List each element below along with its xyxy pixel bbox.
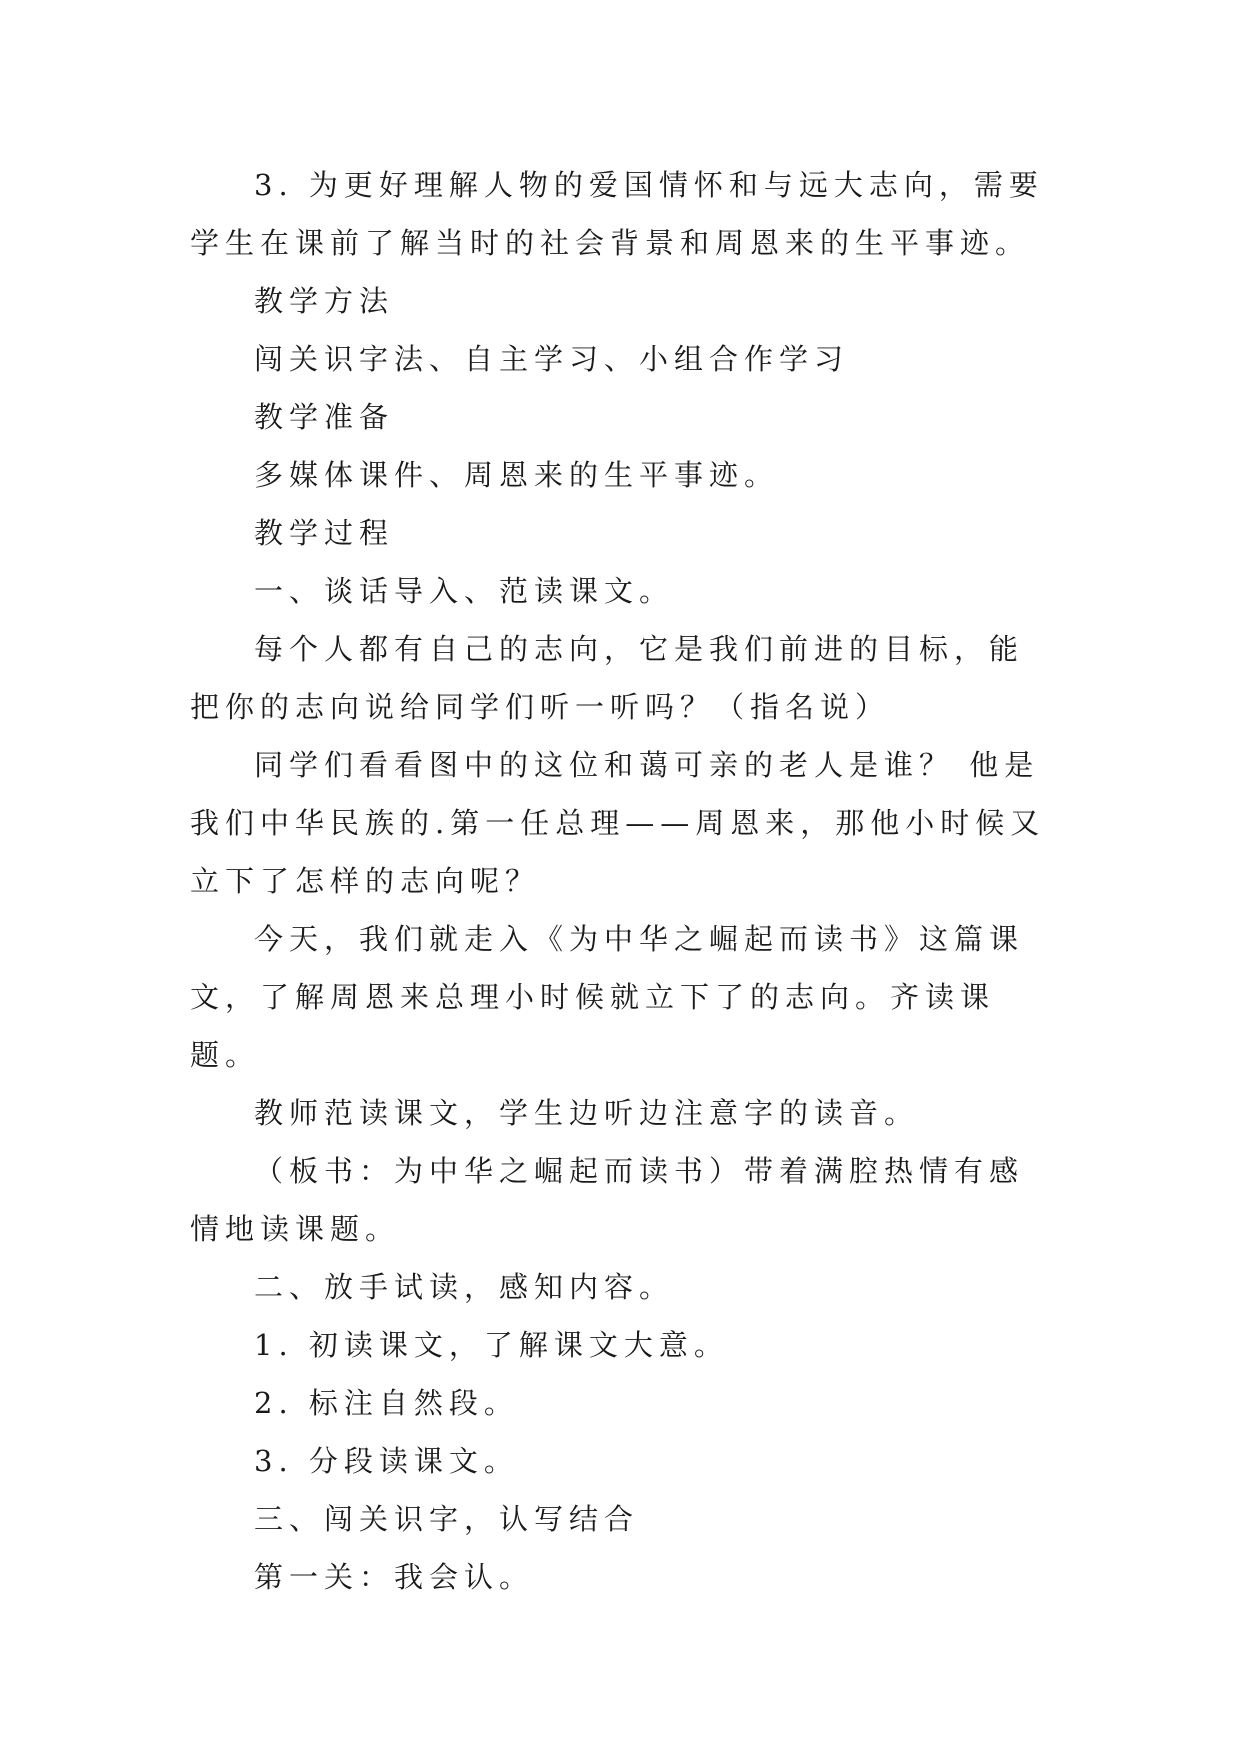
paragraph-model-reading: 教师范读课文，学生边听边注意字的读音。 (254, 1096, 920, 1130)
paragraph-intro-aspiration: 每个人都有自己的志向，它是我们前进的目标，能把你的志向说给同学们听一听吗？（指名说） (190, 632, 1025, 724)
heading-teaching-method: 教学方法 (254, 284, 395, 318)
section-heading-1: 一、谈话导入、范读课文。 (254, 574, 675, 608)
paragraph-teaching-method: 闯关识字法、自主学习、小组合作学习 (254, 342, 850, 376)
paragraph-level-one: 第一关：我会认。 (254, 1560, 535, 1594)
section-heading-3: 三、闯关识字，认写结合 (254, 1502, 640, 1536)
document-body (190, 156, 1050, 1606)
list-item-1: 1. 初读课文，了解课文大意。 (254, 1328, 729, 1362)
section-heading-2: 二、放手试读，感知内容。 (254, 1270, 675, 1304)
list-item-2: 2. 标注自然段。 (254, 1386, 519, 1420)
paragraph-board-writing: （板书：为中华之崛起而读书）带着满腔热情有感情地读课题。 (190, 1154, 1025, 1246)
heading-teaching-preparation: 教学准备 (254, 400, 395, 434)
paragraph-prep-note: 3. 为更好理解人物的爱国情怀和与远大志向，需要学生在课前了解当时的社会背景和周恩来的生平事迹。 (190, 168, 1044, 260)
paragraph-intro-zhou: 同学们看看图中的这位和蔼可亲的老人是谁？ 他是我们中华民族的.第一任总理——周恩来，那他小时候又立下了怎样的志向呢？ (190, 748, 1046, 898)
list-item-3: 3. 分段读课文。 (254, 1444, 519, 1478)
paragraph-teaching-preparation: 多媒体课件、周恩来的生平事迹。 (254, 458, 780, 492)
heading-teaching-process: 教学过程 (254, 516, 395, 550)
paragraph-intro-title: 今天，我们就走入《为中华之崛起而读书》这篇课文，了解周恩来总理小时候就立下了的志向。齐读课题。 (190, 922, 1025, 1072)
